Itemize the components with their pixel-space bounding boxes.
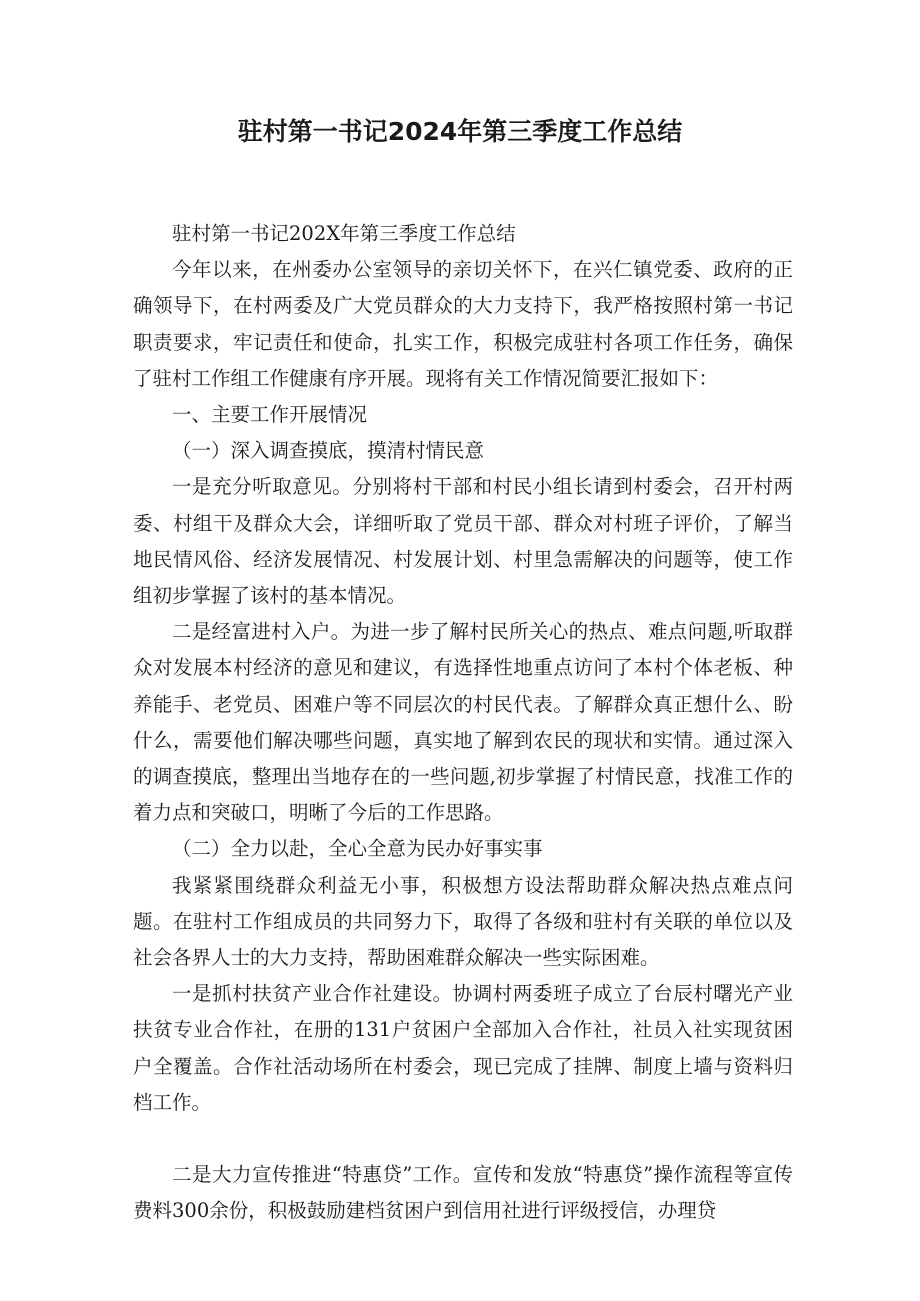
subsection-heading-1: （一）深入调查摸底，摸清村情民意 xyxy=(172,439,485,463)
paragraph-listen-opinions: 一是充分听取意见。分别将村干部和村民小组长请到村委会，召开村两委、村组干及群众大会，详细听取了党员干部、群众对村班子评价，了解当地民情风俗、经济发展情况、村发展计划、村里急需解决的问题等，使工作组初步掌握了该村的基本情况。 xyxy=(133,475,793,608)
paragraph-village-visits: 二是经富进村入户。为进一步了解村民所关心的热点、难点问题,听取群众对发展本村经济的意见和建议，有选择性地重点访问了本村个体老板、种养能手、老党员、困难户等不同层次的村民代表。了解群众真正想什么、盼什么，需要他们解决哪些问题，真实地了解到农民的现状和实情。通过深入的调查摸底，整理出当地存在的一些问题,初步掌握了村情民意，找准工作的着力点和突破口，明晰了今后的工作思路。 xyxy=(133,620,793,825)
paragraph-cooperative: 一是抓村扶贫产业合作社建设。协调村两委班子成立了台辰村曙光产业扶贫专业合作社，在册的131户贫困户全部加入合作社，社员入社实现贫困户全覆盖。合作社活动场所在村委会，现已完成了挂牌、制度上墙与资料归档工作。 xyxy=(133,982,793,1114)
document-body xyxy=(133,216,793,1229)
paragraph-subtitle: 驻村第一书记202X年第三季度工作总结 xyxy=(172,222,516,245)
document-title: 驻村第一书记2024年第三季度工作总结 xyxy=(237,117,683,146)
paragraph-intro: 今年以来，在州委办公室领导的亲切关怀下，在兴仁镇党委、政府的正确领导下，在村两委及广大党员群众的大力支持下，我严格按照村第一书记职责要求，牢记责任和使命，扎实工作，积极完成驻村各项工作任务，确保了驻村工作组工作健康有序开展。现将有关工作情况简要汇报如下： xyxy=(133,258,793,390)
subsection-heading-2: （二）全力以赴，全心全意为民办好事实事 xyxy=(172,837,543,861)
section-heading-1: 一、主要工作开展情况 xyxy=(172,403,368,427)
paragraph-special-loan: 二是大力宣传推进“特惠贷”工作。宣传和发放“特惠贷”操作流程等宣传费料300余份，积极鼓励建档贫困户到信用社进行评级授信，办理贷 xyxy=(133,1163,793,1223)
paragraph-help-masses: 我紧紧围绕群众利益无小事，积极想方设法帮助群众解决热点难点问题。在驻村工作组成员的共同努力下，取得了各级和驻村有关联的单位以及社会各界人士的大力支持，帮助困难群众解决一些实际困难。 xyxy=(133,873,793,970)
